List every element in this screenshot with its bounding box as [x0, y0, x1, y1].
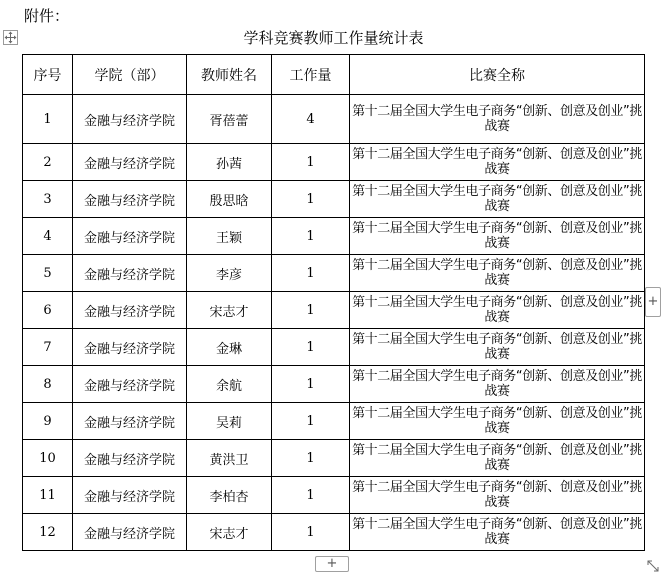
- cell-workload[interactable]: 1: [272, 218, 350, 255]
- header-workload[interactable]: 工作量: [272, 55, 350, 95]
- cell-contest[interactable]: 第十二届全国大学生电子商务“创新、创意及创业”挑战赛: [350, 255, 645, 292]
- cell-college[interactable]: 金融与经济学院: [73, 95, 187, 144]
- cell-teacher[interactable]: 宋志才: [187, 292, 272, 329]
- cell-teacher[interactable]: 黄洪卫: [187, 440, 272, 477]
- table-row: [23, 181, 645, 218]
- cell-contest[interactable]: 第十二届全国大学生电子商务“创新、创意及创业”挑战赛: [350, 403, 645, 440]
- cell-contest[interactable]: 第十二届全国大学生电子商务“创新、创意及创业”挑战赛: [350, 366, 645, 403]
- add-column-button[interactable]: +: [645, 287, 661, 317]
- cell-seq[interactable]: 6: [23, 292, 73, 329]
- cell-college[interactable]: 金融与经济学院: [73, 403, 187, 440]
- cell-teacher[interactable]: 胥蓓蕾: [187, 95, 272, 144]
- cell-contest[interactable]: 第十二届全国大学生电子商务“创新、创意及创业”挑战赛: [350, 218, 645, 255]
- table-row: [23, 329, 645, 366]
- cell-seq[interactable]: 10: [23, 440, 73, 477]
- cell-teacher[interactable]: 金琳: [187, 329, 272, 366]
- table-row: [23, 292, 645, 329]
- cell-college[interactable]: 金融与经济学院: [73, 366, 187, 403]
- cell-seq[interactable]: 7: [23, 329, 73, 366]
- cell-seq[interactable]: 5: [23, 255, 73, 292]
- table-resize-handle[interactable]: [646, 559, 660, 573]
- cell-teacher[interactable]: 余航: [187, 366, 272, 403]
- cell-teacher[interactable]: 李彦: [187, 255, 272, 292]
- cell-seq[interactable]: 3: [23, 181, 73, 218]
- cell-teacher[interactable]: 王颖: [187, 218, 272, 255]
- cell-college[interactable]: 金融与经济学院: [73, 514, 187, 551]
- cell-seq[interactable]: 12: [23, 514, 73, 551]
- cell-workload[interactable]: 1: [272, 292, 350, 329]
- cell-seq[interactable]: 1: [23, 95, 73, 144]
- table-row: [23, 144, 645, 181]
- cell-contest[interactable]: 第十二届全国大学生电子商务“创新、创意及创业”挑战赛: [350, 144, 645, 181]
- table-row: [23, 255, 645, 292]
- header-contest[interactable]: 比赛全称: [350, 55, 645, 95]
- cell-college[interactable]: 金融与经济学院: [73, 144, 187, 181]
- cell-workload[interactable]: 1: [272, 366, 350, 403]
- cell-workload[interactable]: 1: [272, 403, 350, 440]
- attachment-label: 附件：: [24, 7, 70, 25]
- cell-seq[interactable]: 9: [23, 403, 73, 440]
- resize-corner-icon: [646, 559, 660, 573]
- cell-workload[interactable]: 4: [272, 95, 350, 144]
- add-row-button[interactable]: +: [315, 556, 349, 572]
- cell-seq[interactable]: 11: [23, 477, 73, 514]
- cell-contest[interactable]: 第十二届全国大学生电子商务“创新、创意及创业”挑战赛: [350, 440, 645, 477]
- header-teacher[interactable]: 教师姓名: [187, 55, 272, 95]
- cell-contest[interactable]: 第十二届全国大学生电子商务“创新、创意及创业”挑战赛: [350, 329, 645, 366]
- cell-contest[interactable]: 第十二届全国大学生电子商务“创新、创意及创业”挑战赛: [350, 477, 645, 514]
- table-row: [23, 403, 645, 440]
- cell-teacher[interactable]: 吴莉: [187, 403, 272, 440]
- table-row: [23, 514, 645, 551]
- cell-college[interactable]: 金融与经济学院: [73, 292, 187, 329]
- cell-contest[interactable]: 第十二届全国大学生电子商务“创新、创意及创业”挑战赛: [350, 292, 645, 329]
- cell-workload[interactable]: 1: [272, 440, 350, 477]
- cell-workload[interactable]: 1: [272, 477, 350, 514]
- cell-workload[interactable]: 1: [272, 514, 350, 551]
- cell-teacher[interactable]: 宋志才: [187, 514, 272, 551]
- cell-teacher[interactable]: 李柏杏: [187, 477, 272, 514]
- header-row: [23, 55, 645, 95]
- cell-contest[interactable]: 第十二届全国大学生电子商务“创新、创意及创业”挑战赛: [350, 181, 645, 218]
- cell-contest[interactable]: 第十二届全国大学生电子商务“创新、创意及创业”挑战赛: [350, 95, 645, 144]
- cell-seq[interactable]: 2: [23, 144, 73, 181]
- cell-contest[interactable]: 第十二届全国大学生电子商务“创新、创意及创业”挑战赛: [350, 514, 645, 551]
- cell-workload[interactable]: 1: [272, 144, 350, 181]
- table-row: [23, 218, 645, 255]
- table-title: 学科竞赛教师工作量统计表: [243, 29, 424, 47]
- header-college[interactable]: 学院（部）: [73, 55, 187, 95]
- cell-college[interactable]: 金融与经济学院: [73, 440, 187, 477]
- workload-table: [22, 54, 645, 551]
- cell-workload[interactable]: 1: [272, 181, 350, 218]
- table-row: [23, 440, 645, 477]
- cell-college[interactable]: 金融与经济学院: [73, 218, 187, 255]
- cell-college[interactable]: 金融与经济学院: [73, 477, 187, 514]
- table-row: [23, 95, 645, 144]
- table-row: [23, 366, 645, 403]
- cell-teacher[interactable]: 殷思晗: [187, 181, 272, 218]
- cell-teacher[interactable]: 孙茜: [187, 144, 272, 181]
- table-row: [23, 477, 645, 514]
- cell-college[interactable]: 金融与经济学院: [73, 329, 187, 366]
- cell-workload[interactable]: 1: [272, 329, 350, 366]
- cell-college[interactable]: 金融与经济学院: [73, 181, 187, 218]
- header-seq[interactable]: 序号: [23, 55, 73, 95]
- cell-seq[interactable]: 4: [23, 218, 73, 255]
- cell-college[interactable]: 金融与经济学院: [73, 255, 187, 292]
- cell-seq[interactable]: 8: [23, 366, 73, 403]
- cell-workload[interactable]: 1: [272, 255, 350, 292]
